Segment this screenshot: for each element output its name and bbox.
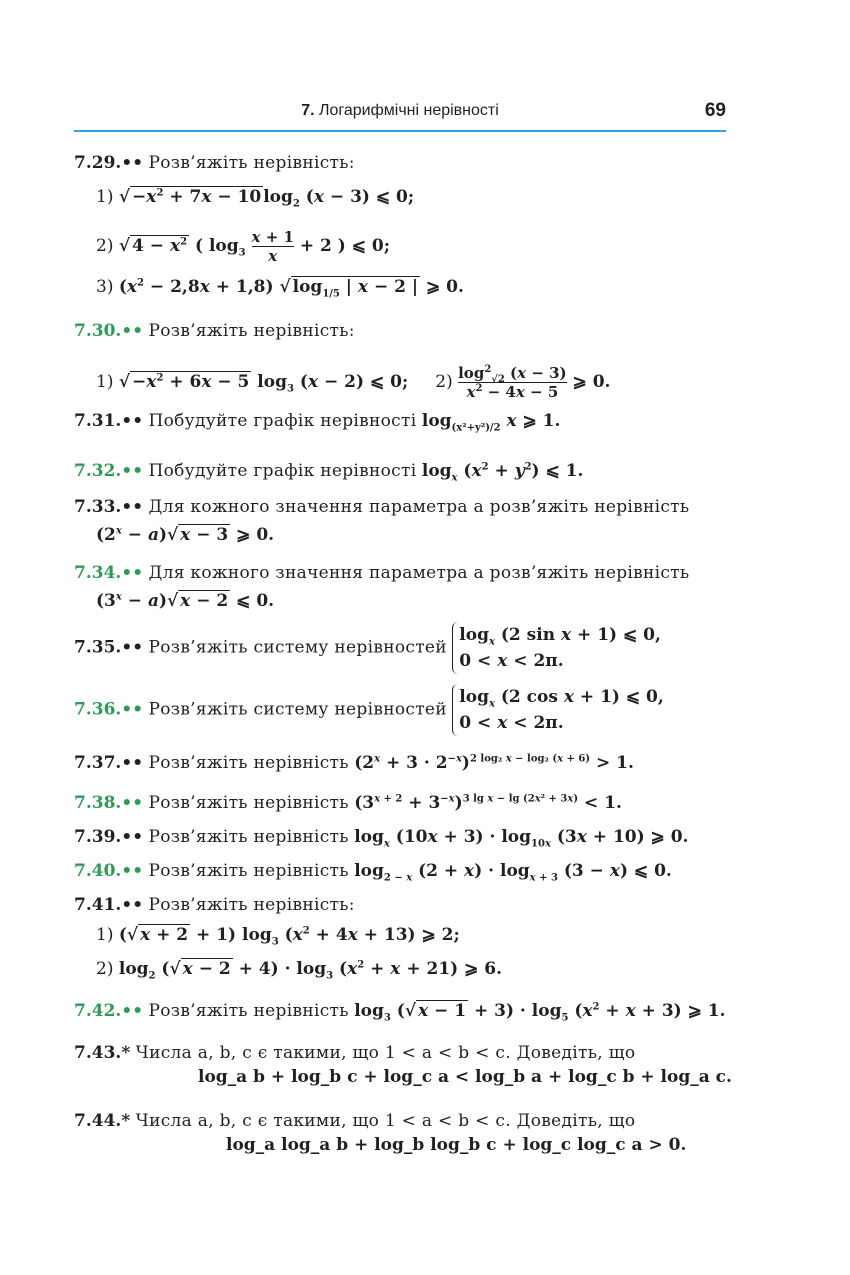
problem-7-38: 7.38.•• Розв’яжіть нерівність $(3^{x + 2} + 3^{-x})^{3 lg x - lg (2x^2 + 3x)} < 1$. [74, 793, 622, 813]
problem-7-31: 7.31.•• Побудуйте графік нерівності $\log_{(x^2+y^2)/2} x$ ⩾ 1. [74, 411, 561, 434]
problem-7-43: 7.43.* Числа a, b, c є такими, що 1 < a < b < c. Доведіть, що [74, 1043, 636, 1063]
problem-7-29-3: 3) $(x^2 - 2,8x + 1,8)$ √ $\log_{1/5}$ | x − 2 | ⩾ 0. [96, 277, 464, 300]
problem-7-39: 7.39.•• Розв’яжіть нерівність $\log_x (10x + 3) \cdot \log_{10x} (3x + 10)$ ⩾ 0. [74, 827, 689, 850]
problem-7-34-formula: $(3^x - a)√$ x − 2 ⩽ 0. [96, 591, 275, 611]
problem-7-29-1: 1) √ $-x^2 + 7x - 10$ $\log_2 (x - 3)$ ⩽ 0; [96, 187, 415, 210]
problem-7-42: 7.42.•• Розв’яжіть нерівність $\log_3$ (√ $x - 1 + 3) \cdot \log_5 (x^2 + x + 3)$ ⩾ 1. [74, 1001, 726, 1024]
problem-7-32: 7.32.•• Побудуйте графік нерівності $\log_x (x^2 + y^2)$ ⩽ 1. [74, 461, 584, 484]
problem-7-30: 7.30.•• Розв’яжіть нерівність: [74, 321, 355, 341]
problem-7-44-formula: log_a log_a b + log_b log_b c + log_c log_c a > 0. [226, 1135, 687, 1155]
problem-7-33: 7.33.•• Для кожного значення параметра a розв’яжіть нерівність [74, 497, 690, 517]
page-header [74, 100, 726, 132]
problem-7-41: 7.41.•• Розв’яжіть нерівність: [74, 895, 355, 915]
problem-7-36: 7.36.•• Розв’яжіть систему нерівностей $\log_x (2$ cos x + 1) ⩽ 0, 0 < x < 2π. [74, 684, 664, 736]
problem-7-44: 7.44.* Числа a, b, c є такими, що 1 < a < b < c. Доведіть, що [74, 1111, 636, 1131]
problem-7-40: 7.40.•• Розв’яжіть нерівність $\log_{2 - x} (2 + x) \cdot \log_{x + 3} (3 - x)$ ⩽ 0. [74, 861, 672, 884]
problem-7-33-formula: $(2^x - a)√$ x − 3 ⩾ 0. [96, 525, 275, 545]
problem-7-30-1: 1) √ $-x^2 + 6x - 5$ $\log_3 (x - 2)$ ⩽ 0; 2) $\frac{\log^2_{√2} (x - 3)}{x^2 - 4x - 5}$ ⩾ 0. [96, 364, 611, 401]
problem-7-43-formula: log_a b + log_b c + log_c a < log_b a + log_c b + log_a c. [198, 1067, 732, 1087]
chapter-title: 7. Логарифмічні нерівності [301, 102, 499, 119]
problem-7-29-2: 2) √ $4 - x^2$ ( $\log_3$ $\frac{x + 1}{x}$ + 2 ) ⩽ 0; [96, 228, 391, 265]
problem-7-29: 7.29.•• Розв’яжіть нерівність: [74, 153, 355, 173]
problem-7-34: 7.34.•• Для кожного значення параметра a розв’яжіть нерівність [74, 563, 690, 583]
problem-7-37: 7.37.•• Розв’яжіть нерівність $(2^x + 3 \cdot 2^{-x})^{2 log_2 x - log_2 (x + 6)} > 1$. [74, 753, 634, 773]
problem-7-41-1: 1) (√ x + 2 + 1) $\log_3 (x^2 + 4x + 13)$ ⩾ 2; [96, 925, 460, 948]
problem-7-35: 7.35.•• Розв’яжіть систему нерівностей $\log_x (2$ sin x + 1) ⩽ 0, 0 < x < 2π. [74, 622, 661, 674]
problem-7-41-2: 2) $\log_2$ (√ $x - 2 + 4) \cdot \log_3 (x^2 + x + 21)$ ⩾ 6. [96, 959, 503, 982]
page-number: 69 [704, 100, 726, 121]
